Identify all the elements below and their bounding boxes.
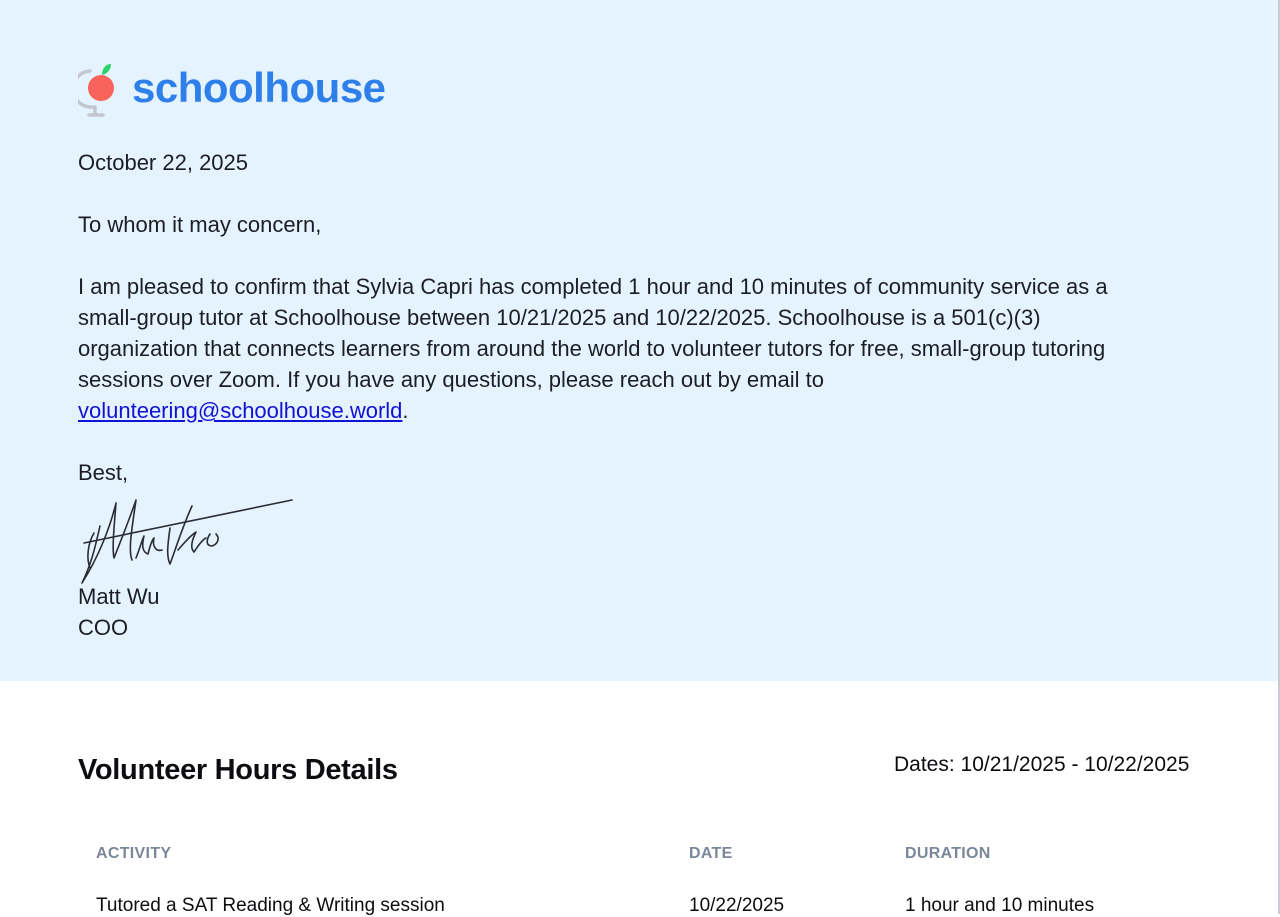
apple-globe-icon <box>78 60 118 120</box>
row-date: 10/22/2025 <box>689 895 785 916</box>
volunteering-email-link[interactable]: volunteering@schoolhouse.world <box>78 398 403 423</box>
volunteer-hours-title: Volunteer Hours Details <box>78 754 398 786</box>
row-activity: Tutored a SAT Reading & Writing session <box>96 895 445 916</box>
column-header-duration: DURATION <box>905 845 991 862</box>
column-header-date: DATE <box>689 845 733 862</box>
letter-body <box>78 271 1128 426</box>
signature-image <box>78 488 298 593</box>
row-duration: 1 hour and 10 minutes <box>905 895 1095 916</box>
date-range: Dates: 10/21/2025 - 10/22/2025 <box>894 753 1190 776</box>
letter-body-text: I am pleased to confirm that Sylvia Capri has completed 1 hour and 10 minutes of community service as a small-group tutor at Schoolhouse between 10/21/2025 and 10/22/2025. Schoolhouse is a 501(c)(3) organization that connects learners from around the world to volunteer tutors for free, small-group tutoring sessions over Zoom. If you have any questions, please reach out by email to <box>78 274 1108 392</box>
closing: Best, <box>78 460 129 485</box>
signer-title: COO <box>78 615 129 640</box>
salutation: To whom it may concern, <box>78 212 322 237</box>
column-header-activity: ACTIVITY <box>96 845 172 862</box>
schoolhouse-logo <box>78 60 386 120</box>
brand-name: schoolhouse <box>132 64 386 111</box>
letter-body-end: . <box>402 398 409 423</box>
signer-name: Matt Wu <box>78 584 160 609</box>
letter-date: October 22, 2025 <box>78 150 249 175</box>
